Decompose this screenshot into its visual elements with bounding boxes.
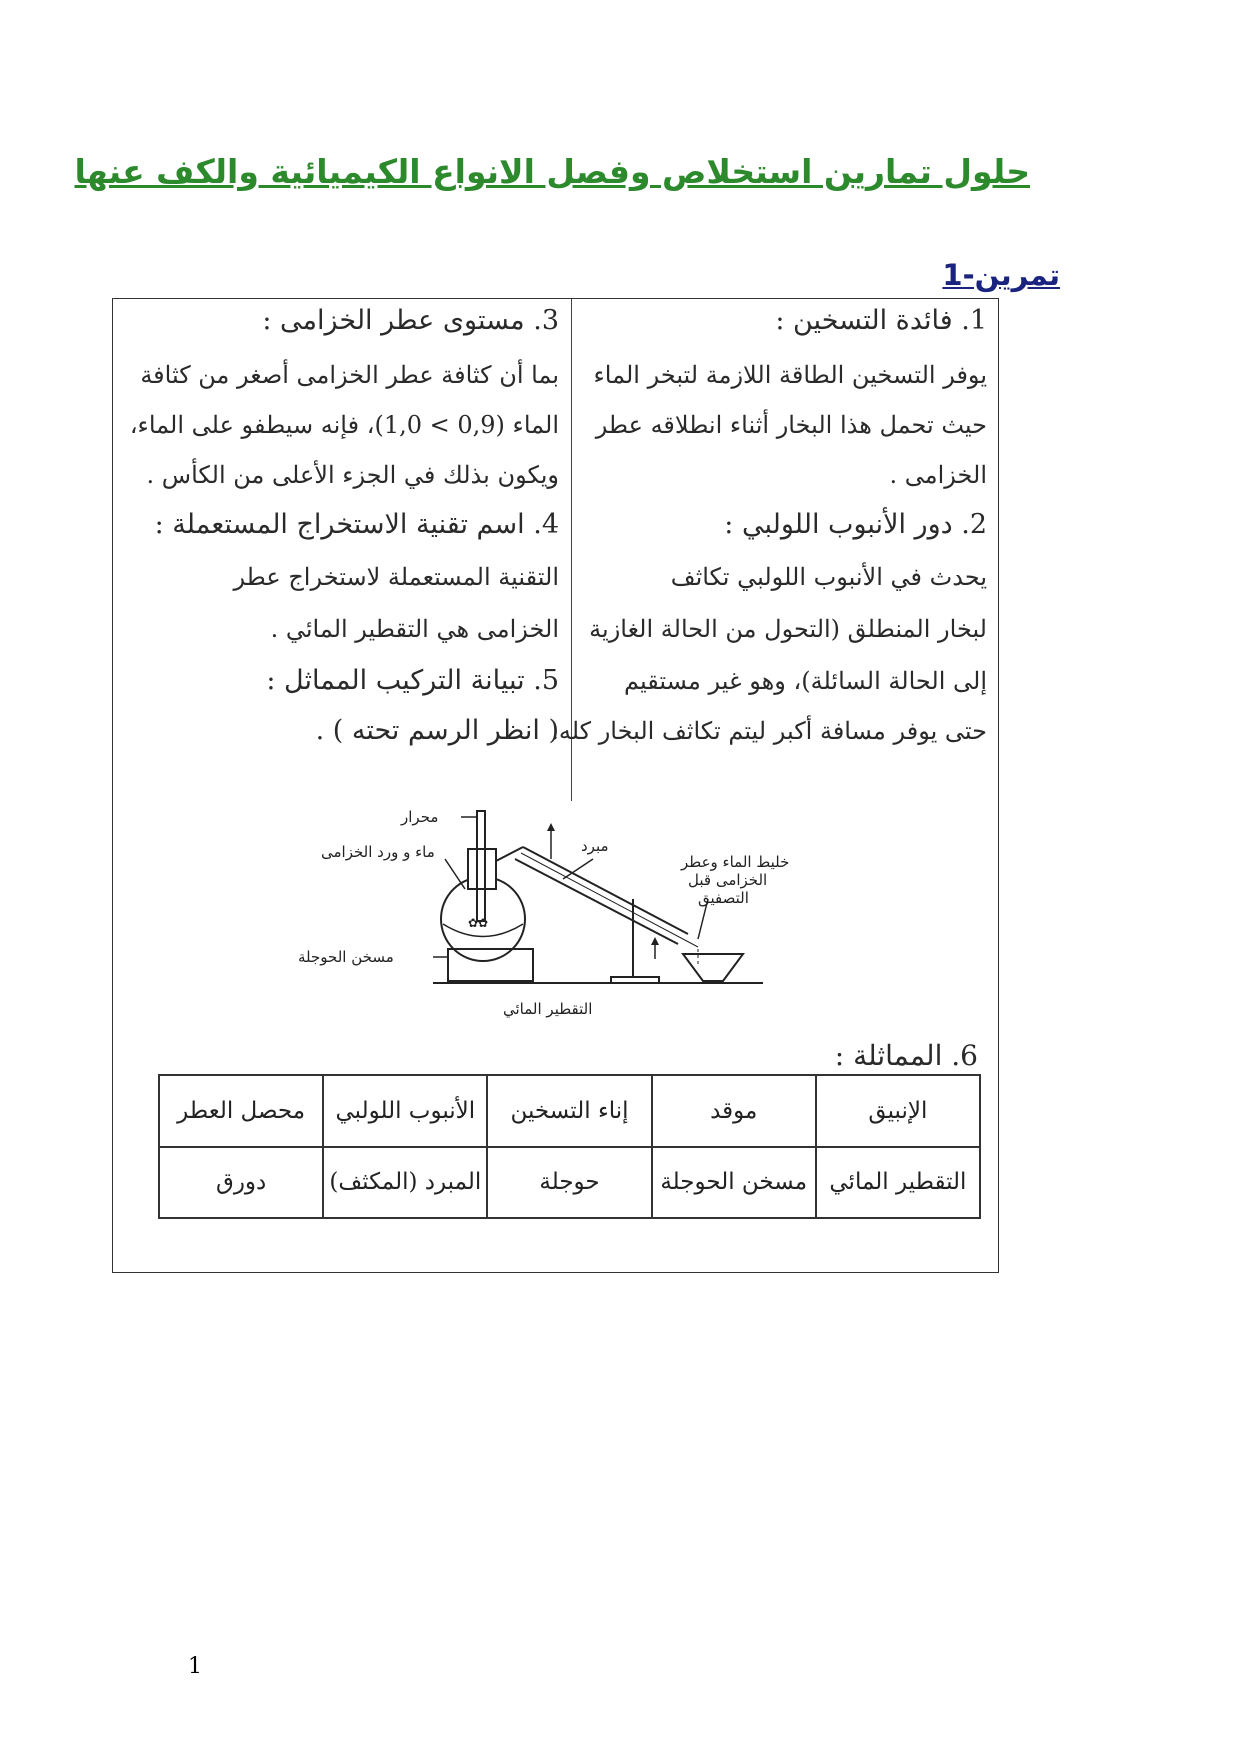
table-cell: مسخن الحوجلة — [652, 1147, 816, 1219]
answer-line: حيث تحمل هذا البخار أثناء انطلاقه عطر — [595, 411, 987, 439]
answer-line: حتى يوفر مسافة أكبر ليتم تكاثف البخار كله. — [551, 717, 987, 745]
condenser-outer-top — [523, 847, 688, 934]
answer-line: الخزامى هي التقطير المائي . — [270, 615, 559, 643]
answer-4-heading: 4. اسم تقنية الاستخراج المستعملة : — [154, 509, 559, 540]
answer-line: ويكون بذلك في الجزء الأعلى من الكأس . — [146, 461, 559, 489]
exercise-label: تمرين-1 — [942, 258, 1060, 292]
tube-connector — [496, 847, 523, 861]
diagram-caption: التقطير المائي — [503, 1000, 593, 1018]
label-mixture-2: الخزامى قبل — [688, 871, 768, 889]
table-cell: الإنبيق — [816, 1075, 980, 1147]
answer-line: الماء (0,9 > 1,0)، فإنه سيطفو على الماء، — [129, 411, 559, 439]
label-thermometer: محرار — [401, 808, 439, 826]
table-cell: إناء التسخين — [487, 1075, 651, 1147]
answer-2-heading: 2. دور الأنبوب اللولبي : — [724, 509, 987, 540]
label-flask-content: ماء و ورد الخزامى — [321, 843, 435, 861]
answer-line: الخزامى . — [889, 461, 987, 489]
label-mixture-3: التصفيق — [698, 889, 749, 907]
matching-table — [158, 1074, 981, 1219]
answer-3-heading: 3. مستوى عطر الخزامى : — [262, 305, 559, 336]
table-cell: محصل العطر — [159, 1075, 323, 1147]
table-cell: التقطير المائي — [816, 1147, 980, 1219]
table-cell: حوجلة — [487, 1147, 651, 1219]
condenser-outer-bottom — [515, 859, 678, 944]
answer-line: يحدث في الأنبوب اللولبي تكاثف — [670, 563, 987, 591]
arrow-head — [651, 937, 659, 945]
table-row — [159, 1075, 980, 1147]
flask-neck — [468, 849, 496, 889]
collector-vessel — [683, 954, 743, 981]
answer-line: لبخار المنطلق (التحول من الحالة الغازية — [589, 615, 987, 643]
label-mixture: خليط الماء وعطر — [681, 853, 790, 871]
table-cell: موقد — [652, 1075, 816, 1147]
answer-line: التقنية المستعملة لاستخراج عطر — [233, 563, 559, 591]
answer-5-note: ( انظر الرسم تحته ) . — [315, 715, 559, 746]
answer-5-heading: 5. تبيانة التركيب المماثل : — [266, 665, 559, 696]
matching-heading: 6. المماثلة : — [834, 1039, 978, 1072]
table-cell: الأنبوب اللولبي — [323, 1075, 487, 1147]
pointer-line — [445, 859, 465, 889]
label-heater: مسخن الحوجلة — [298, 948, 394, 966]
page-title: حلول تمارين استخلاص وفصل الانواع الكيميائية والكف عنها — [74, 152, 1030, 191]
table-row — [159, 1147, 980, 1219]
answer-line: بما أن كثافة عطر الخزامى أصغر من كثافة — [140, 361, 559, 389]
table-cell: المبرد (المكثف) — [323, 1147, 487, 1219]
condenser-inner — [521, 853, 698, 947]
answer-line: إلى الحالة السائلة)، وهو غير مستقيم — [624, 667, 987, 695]
flowers-icon: ✿✿ — [468, 916, 489, 930]
arrow-head — [547, 823, 555, 831]
table-cell: دورق — [159, 1147, 323, 1219]
page-number: 1 — [188, 1654, 202, 1679]
answer-line: يوفر التسخين الطاقة اللازمة لتبخر الماء — [593, 361, 987, 389]
scanned-answer-sheet — [112, 298, 999, 1273]
label-condenser: مبرد — [581, 837, 609, 855]
distillation-diagram — [293, 799, 913, 1039]
answer-1-heading: 1. فائدة التسخين : — [775, 305, 987, 336]
